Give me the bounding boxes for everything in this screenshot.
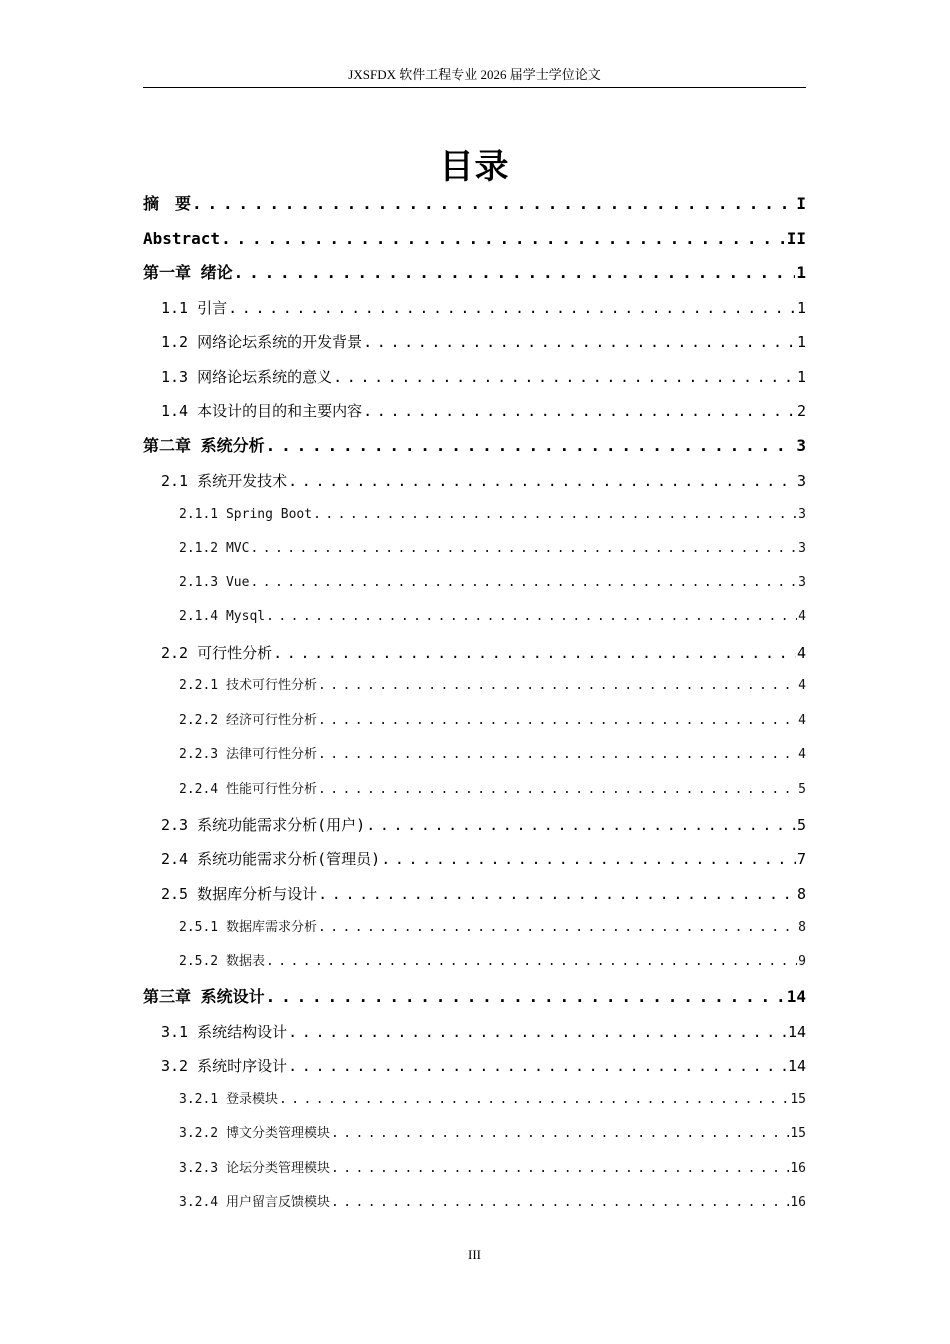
toc-entry-3-2-2[interactable]: [179, 1123, 806, 1145]
toc-entry-page: 1: [796, 299, 806, 317]
toc-entry-2-5[interactable]: [161, 882, 806, 906]
toc-entry-page: 5: [796, 816, 806, 834]
dot-leader: [266, 434, 796, 458]
toc-entry-page: 3: [798, 575, 806, 590]
toc-entry-2-2[interactable]: [161, 641, 806, 665]
toc-entry-page: 3: [798, 507, 806, 522]
toc-entry-label: 2.5 数据库分析与设计: [161, 885, 318, 903]
dot-leader: [318, 882, 796, 906]
toc-entry-2-5-2[interactable]: [179, 951, 806, 973]
toc-entry-label: 2.2.1 技术可行性分析: [179, 678, 317, 693]
toc-entry-3-2-1[interactable]: [179, 1089, 806, 1111]
toc-entry-label: 第二章 系统分析: [143, 436, 265, 455]
toc-entry-page: 8: [798, 920, 806, 935]
toc-entry-label: 3.2.1 登录模块: [179, 1092, 278, 1107]
toc-entry-label: 3.2.4 用户留言反馈模块: [179, 1195, 330, 1210]
toc-entry-2-2-1[interactable]: [179, 675, 806, 697]
toc-entry-3-2[interactable]: [161, 1054, 806, 1078]
dot-leader: [331, 1123, 789, 1145]
dot-leader: [250, 572, 797, 594]
toc-entry-page: 5: [798, 782, 806, 797]
running-header: JXSFDX 软件工程专业 2026 届学士学位论文: [348, 67, 601, 82]
toc-entry-page: 14: [787, 1057, 806, 1075]
toc-entry-page: 8: [796, 885, 806, 903]
dot-leader: [273, 641, 796, 665]
toc-entry-page: 1: [796, 263, 806, 282]
dot-leader: [318, 675, 797, 697]
dot-leader: [381, 847, 796, 871]
toc-entry-label: 2.1.1 Spring Boot: [179, 507, 313, 522]
toc-entry-page: 3: [796, 472, 806, 490]
dot-leader: [318, 744, 797, 766]
dot-leader: [363, 399, 796, 423]
toc-entry-label: 3.2.2 博文分类管理模块: [179, 1126, 330, 1141]
toc-entry-3-1[interactable]: [161, 1020, 806, 1044]
toc-entry-label: 第一章 绪论: [143, 263, 233, 282]
toc-entry-label: 2.2 可行性分析: [161, 644, 273, 662]
toc-entry-label: 3.1 系统结构设计: [161, 1023, 288, 1041]
toc-entry-page: 7: [796, 850, 806, 868]
dot-leader: [288, 469, 796, 493]
toc-entry-label: 2.4 系统功能需求分析(管理员): [161, 850, 381, 868]
dot-leader: [363, 330, 796, 354]
dot-leader: [331, 1158, 789, 1180]
toc-entry-page: 15: [790, 1092, 806, 1107]
toc-entry-page: I: [796, 194, 806, 213]
dot-leader: [250, 538, 797, 560]
dot-leader: [266, 606, 797, 628]
dot-leader: [318, 710, 797, 732]
toc-entry-page: 4: [796, 644, 806, 662]
toc-entry-label: 摘 要: [143, 194, 192, 213]
toc-entry-page: 1: [796, 333, 806, 351]
toc-entry-label: 2.1.4 Mysql: [179, 609, 266, 624]
toc-entry-label: 2.2.3 法律可行性分析: [179, 747, 317, 762]
dot-leader: [288, 1054, 787, 1078]
toc-entry-page: 14: [786, 987, 806, 1006]
toc-entry-chapter-1[interactable]: [143, 261, 806, 285]
toc-entry-label: 3.2.3 论坛分类管理模块: [179, 1161, 330, 1176]
toc-entry-page: II: [786, 229, 806, 248]
toc-entry-page: 3: [796, 436, 806, 455]
toc-entry-label: 2.2.4 性能可行性分析: [179, 782, 317, 797]
toc-entry-3-2-3[interactable]: [179, 1158, 806, 1180]
toc-entry-chapter-2[interactable]: [143, 434, 806, 458]
toc-entry-label: 3.2 系统时序设计: [161, 1057, 288, 1075]
toc-entry-label: 2.5.2 数据表: [179, 954, 265, 969]
dot-leader: [333, 365, 796, 389]
toc-entry-page: 2: [796, 402, 806, 420]
toc-entry-3-2-4[interactable]: [179, 1192, 806, 1214]
dot-leader: [318, 779, 797, 801]
toc-entry-page: 4: [798, 678, 806, 693]
toc-entry-2-1-4[interactable]: [179, 606, 806, 628]
toc-entry-2-1-3[interactable]: [179, 572, 806, 594]
toc-entry-abstract-cn[interactable]: [143, 192, 806, 216]
dot-leader: [221, 227, 786, 251]
toc-entry-label: 1.4 本设计的目的和主要内容: [161, 402, 363, 420]
toc-entry-label: 1.1 引言: [161, 299, 228, 317]
toc-entry-label: 2.5.1 数据库需求分析: [179, 920, 317, 935]
toc-entry-page: 16: [790, 1195, 806, 1210]
toc-entry-1-2[interactable]: [161, 330, 806, 354]
dot-leader: [279, 1089, 789, 1111]
toc-entry-abstract-en[interactable]: [143, 227, 806, 251]
toc-entry-2-1-1[interactable]: [179, 504, 806, 526]
dot-leader: [192, 192, 795, 216]
toc-entry-label: 2.1.2 MVC: [179, 541, 250, 556]
toc-entry-label: 2.1.3 Vue: [179, 575, 250, 590]
toc-entry-chapter-3[interactable]: [143, 985, 806, 1009]
dot-leader: [331, 1192, 789, 1214]
toc-entry-2-2-4[interactable]: [179, 779, 806, 801]
toc-entry-1-1[interactable]: [161, 296, 806, 320]
toc-entry-1-4[interactable]: [161, 399, 806, 423]
dot-leader: [228, 296, 796, 320]
toc-entry-label: 2.2.2 经济可行性分析: [179, 713, 317, 728]
toc-entry-page: 1: [796, 368, 806, 386]
dot-leader: [318, 917, 797, 939]
dot-leader: [234, 261, 796, 285]
toc-entry-page: 4: [798, 609, 806, 624]
toc-entry-2-4[interactable]: [161, 847, 806, 871]
toc-title: 目录: [439, 147, 510, 187]
toc-entry-label: 1.3 网络论坛系统的意义: [161, 368, 333, 386]
toc-entry-page: 9: [798, 954, 806, 969]
toc-entry-label: Abstract: [143, 229, 221, 248]
toc-entry-label: 2.1 系统开发技术: [161, 472, 288, 490]
page-number: III: [468, 1247, 481, 1262]
dot-leader: [266, 985, 786, 1009]
toc-entry-label: 1.2 网络论坛系统的开发背景: [161, 333, 363, 351]
toc-entry-page: 14: [787, 1023, 806, 1041]
toc-entry-2-3[interactable]: [161, 813, 806, 837]
toc-entry-page: 15: [790, 1126, 806, 1141]
toc-entry-2-2-3[interactable]: [179, 744, 806, 766]
dot-leader: [266, 951, 797, 973]
toc-entry-2-2-2[interactable]: [179, 710, 806, 732]
toc-entry-label: 2.3 系统功能需求分析(用户): [161, 816, 366, 834]
toc-entry-2-5-1[interactable]: [179, 917, 806, 939]
toc-entry-2-1[interactable]: [161, 469, 806, 493]
toc-entry-page: 3: [798, 541, 806, 556]
dot-leader: [366, 813, 796, 837]
toc-entry-label: 第三章 系统设计: [143, 987, 265, 1006]
toc-entry-page: 16: [790, 1161, 806, 1176]
dot-leader: [313, 504, 797, 526]
dot-leader: [288, 1020, 787, 1044]
toc-entry-page: 4: [798, 747, 806, 762]
toc-entry-2-1-2[interactable]: [179, 538, 806, 560]
toc-entry-page: 4: [798, 713, 806, 728]
toc-entry-1-3[interactable]: [161, 365, 806, 389]
